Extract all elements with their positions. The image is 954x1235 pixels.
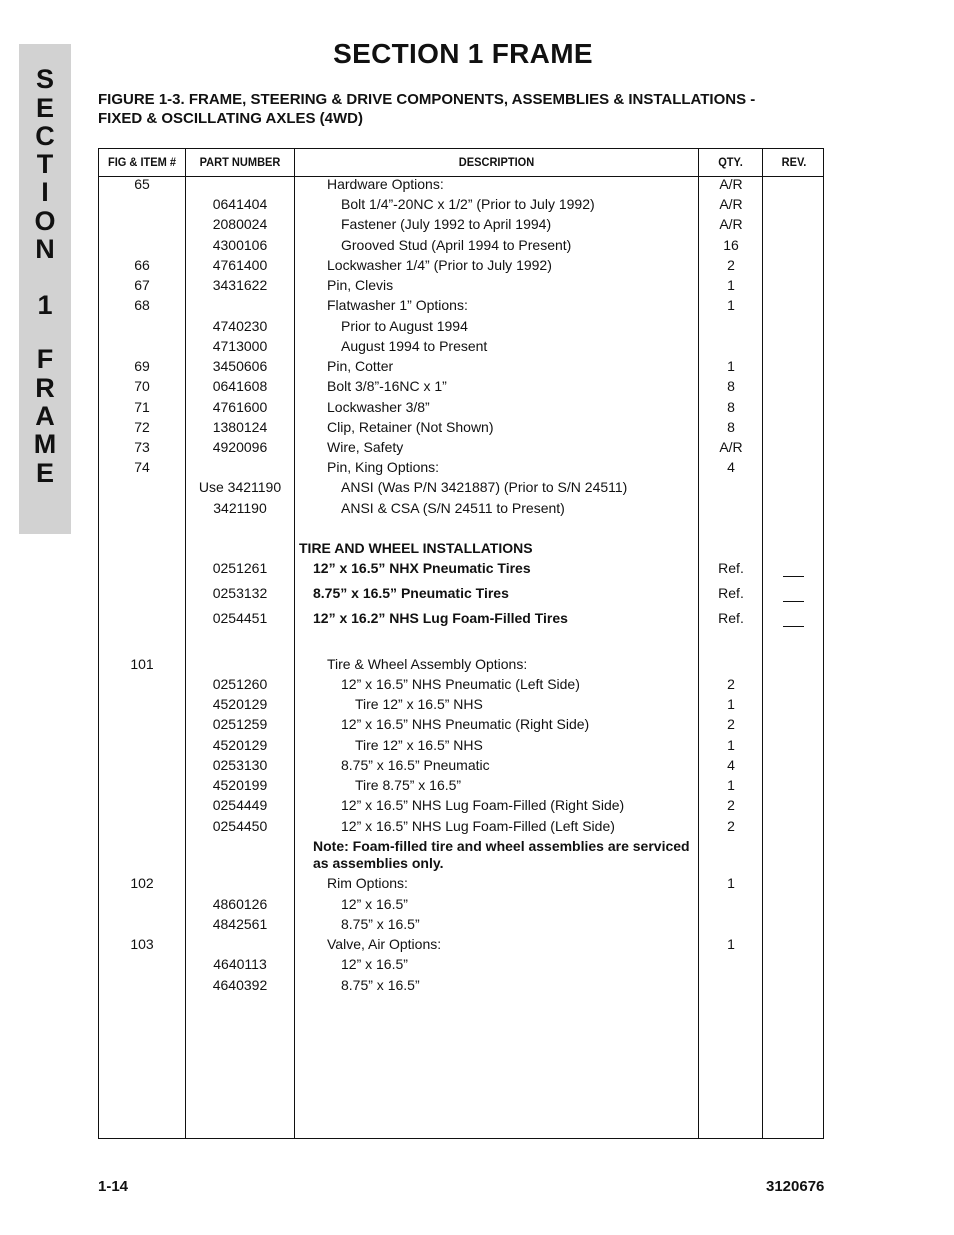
description-cell: 12” x 16.5”	[341, 896, 408, 912]
qty-cell: 1	[727, 737, 735, 753]
part-number-cell: 0251259	[212, 716, 268, 732]
description-cell: 12” x 16.5”	[341, 956, 408, 972]
side-tab-letter: T	[36, 149, 54, 179]
fig-item-cell: 103	[130, 936, 154, 952]
header-part-number: PART NUMBER	[199, 155, 281, 169]
part-number-cell: 0254450	[212, 818, 268, 834]
qty-cell: Ref.	[718, 560, 744, 576]
qty-cell: 2	[727, 257, 735, 273]
header-rev: REV.	[781, 155, 807, 169]
fig-item-cell: 102	[130, 875, 154, 891]
qty-cell: 1	[727, 777, 735, 793]
fig-item-cell: 101	[130, 656, 154, 672]
qty-cell: 1	[727, 297, 735, 313]
description-cell: August 1994 to Present	[341, 338, 488, 354]
part-number-cell: 3421190	[213, 500, 267, 516]
document-number: 3120676	[766, 1178, 825, 1195]
part-number-cell: 0253132	[212, 585, 268, 601]
header-qty: QTY.	[718, 155, 743, 169]
description-cell: Lockwasher 3/8”	[327, 399, 430, 415]
part-number-cell: 4713000	[212, 338, 268, 354]
part-number-cell: 2080024	[212, 216, 268, 232]
part-number-cell: 3431622	[212, 277, 268, 293]
section-side-tab	[19, 44, 71, 534]
header-fig-item: FIG & ITEM #	[107, 155, 177, 169]
description-cell: Grooved Stud (April 1994 to Present)	[341, 237, 572, 253]
qty-cell: A/R	[719, 196, 743, 212]
description-cell: Flatwasher 1” Options:	[327, 297, 468, 313]
part-number-cell: 4640392	[212, 977, 268, 993]
qty-cell: 2	[727, 716, 735, 732]
qty-cell: 8	[727, 419, 735, 435]
part-number-cell: 0254449	[212, 797, 268, 813]
description-cell: Tire & Wheel Assembly Options:	[327, 656, 528, 672]
side-tab-letter: M	[33, 429, 57, 459]
part-number-cell: 0254451	[212, 610, 268, 626]
description-cell: 12” x 16.2” NHS Lug Foam-Filled Tires	[313, 610, 568, 626]
side-tab-letter: F	[36, 344, 54, 374]
page-title: SECTION 1 FRAME	[333, 38, 593, 69]
description-cell: 12” x 16.5” NHS Lug Foam-Filled (Left Side)	[341, 818, 615, 834]
qty-cell: Ref.	[718, 585, 744, 601]
part-number-cell: 4761400	[212, 257, 268, 273]
qty-cell: 2	[727, 676, 735, 692]
fig-item-cell: 70	[134, 378, 150, 394]
fig-item-cell: 67	[134, 277, 150, 293]
part-number-cell: 4842561	[212, 916, 268, 932]
description-cell: 8.75” x 16.5” Pneumatic Tires	[313, 585, 509, 601]
description-cell: ANSI (Was P/N 3421887) (Prior to S/N 24511)	[341, 479, 628, 495]
qty-cell: 2	[727, 797, 735, 813]
qty-cell: 1	[727, 936, 735, 952]
description-cell: Pin, King Options:	[327, 459, 440, 475]
part-number-cell: 4520199	[212, 777, 268, 793]
description-cell: Bolt 1/4”-20NC x 1/2” (Prior to July 1992)	[341, 196, 595, 212]
description-cell: Tire 12” x 16.5” NHS	[355, 696, 483, 712]
qty-cell: A/R	[719, 439, 743, 455]
description-cell: Tire 12” x 16.5” NHS	[355, 737, 483, 753]
side-tab-letter: S	[35, 64, 54, 94]
description-cell: 12” x 16.5” NHS Pneumatic (Left Side)	[341, 676, 580, 692]
description-cell: TIRE AND WHEEL INSTALLATIONS	[299, 540, 533, 556]
description-cell: Pin, Cotter	[327, 358, 394, 374]
qty-cell: 16	[723, 237, 739, 253]
qty-cell: A/R	[719, 216, 743, 232]
fig-item-cell: 69	[134, 358, 150, 374]
description-cell: Wire, Safety	[327, 439, 404, 455]
qty-cell: 8	[727, 399, 735, 415]
fig-item-cell: 72	[134, 419, 150, 435]
side-tab-letter: N	[35, 234, 55, 264]
fig-item-cell: 73	[134, 439, 150, 455]
description-cell: Bolt 3/8”-16NC x 1”	[327, 378, 447, 394]
qty-cell: 1	[727, 358, 735, 374]
description-cell: Note: Foam-filled tire and wheel assemblies are serviced as assemblies only.	[313, 838, 690, 871]
description-cell: 8.75” x 16.5”	[341, 977, 420, 993]
parts-table	[98, 148, 824, 1139]
qty-cell: 4	[727, 757, 735, 773]
description-cell: Pin, Clevis	[327, 277, 394, 293]
figure-title	[98, 90, 818, 128]
description-cell: Rim Options:	[327, 875, 408, 891]
side-tab-letter: E	[35, 458, 54, 488]
description-cell: Fastener (July 1992 to April 1994)	[341, 216, 552, 232]
description-cell: Prior to August 1994	[341, 318, 468, 334]
description-cell: Tire 8.75” x 16.5”	[355, 777, 462, 793]
part-number-cell: Use 3421190	[198, 479, 282, 495]
figure-title-line-1: FIGURE 1-3. FRAME, STEERING & DRIVE COMPONENTS, ASSEMBLIES & INSTALLATIONS -	[98, 91, 756, 108]
description-cell: 12” x 16.5” NHX Pneumatic Tires	[313, 560, 531, 576]
qty-cell: 1	[727, 696, 735, 712]
page-number: 1-14	[98, 1178, 129, 1195]
description-cell: Valve, Air Options:	[327, 936, 442, 952]
side-tab-letter: A	[35, 401, 55, 431]
part-number-cell: 4740230	[212, 318, 268, 334]
side-tab-letter: R	[35, 373, 55, 403]
figure-title-line-2: FIXED & OSCILLATING AXLES (4WD)	[98, 110, 363, 127]
fig-item-cell: 74	[134, 459, 150, 475]
fig-item-cell: 66	[134, 257, 150, 273]
description-cell: Hardware Options:	[327, 176, 444, 192]
description-cell: Lockwasher 1/4” (Prior to July 1992)	[327, 257, 552, 273]
part-number-cell: 4640113	[213, 956, 267, 972]
part-number-cell: 0251261	[212, 560, 268, 576]
description-cell: 12” x 16.5” NHS Lug Foam-Filled (Right Side)	[341, 797, 625, 813]
rev-blank-line	[783, 576, 804, 577]
rev-blank-line	[783, 626, 804, 627]
description-cell: ANSI & CSA (S/N 24511 to Present)	[341, 500, 565, 516]
part-number-cell: 0253130	[212, 757, 268, 773]
side-tab-letter: O	[34, 206, 56, 236]
qty-cell: 8	[727, 378, 735, 394]
rev-blank-line	[783, 601, 804, 602]
fig-item-cell: 71	[134, 399, 150, 415]
qty-cell: Ref.	[718, 610, 744, 626]
column-divider	[294, 149, 295, 1138]
part-number-cell: 0641404	[212, 196, 268, 212]
description-cell: 8.75” x 16.5”	[341, 916, 420, 932]
description-cell: 12” x 16.5” NHS Pneumatic (Right Side)	[341, 716, 590, 732]
qty-cell: 1	[727, 875, 735, 891]
header-description: DESCRIPTION	[458, 155, 535, 169]
qty-cell: 4	[727, 459, 735, 475]
part-number-cell: 4300106	[212, 237, 268, 253]
side-tab-letter: C	[35, 121, 55, 151]
part-number-cell: 4860126	[212, 896, 268, 912]
side-tab-letter: 1	[37, 290, 53, 320]
part-number-cell: 4920096	[212, 439, 268, 455]
qty-cell: 2	[727, 818, 735, 834]
side-tab-letter: E	[35, 93, 54, 123]
part-number-cell: 0251260	[212, 676, 268, 692]
part-number-cell: 3450606	[212, 358, 268, 374]
fig-item-cell: 65	[134, 176, 150, 192]
part-number-cell: 4520129	[212, 696, 268, 712]
part-number-cell: 4520129	[212, 737, 268, 753]
side-tab-letter: I	[41, 177, 49, 207]
qty-cell: A/R	[719, 176, 743, 192]
description-cell: Clip, Retainer (Not Shown)	[327, 419, 494, 435]
description-cell: 8.75” x 16.5” Pneumatic	[341, 757, 490, 773]
part-number-cell: 1380124	[212, 419, 268, 435]
qty-cell: 1	[727, 277, 735, 293]
part-number-cell: 0641608	[212, 378, 268, 394]
part-number-cell: 4761600	[212, 399, 268, 415]
fig-item-cell: 68	[134, 297, 150, 313]
